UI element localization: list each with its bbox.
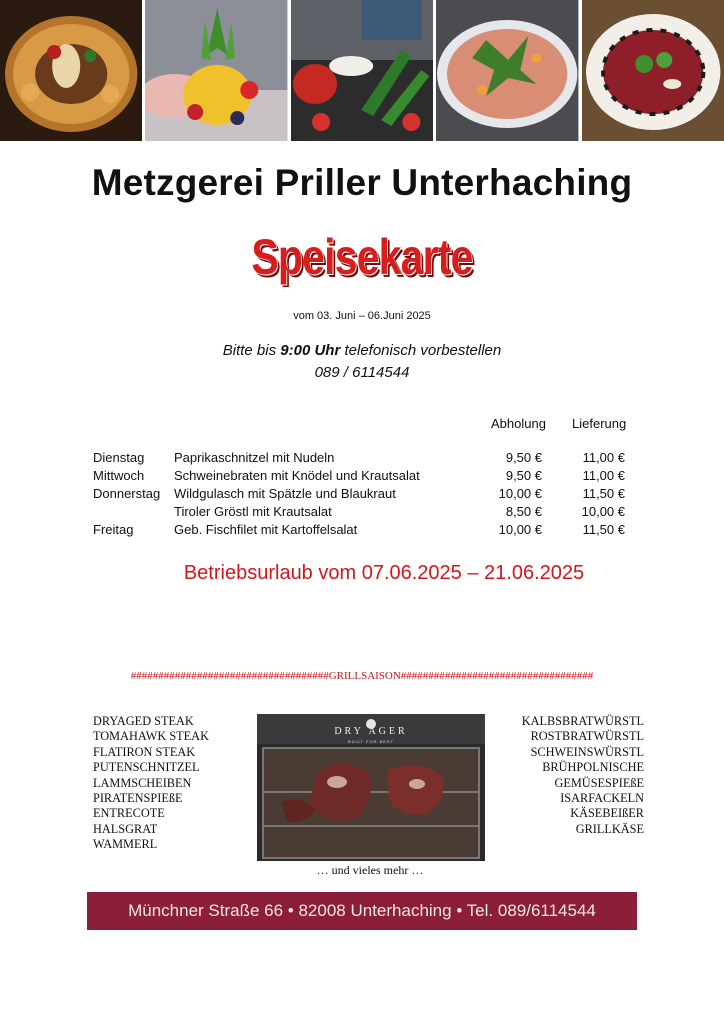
grill-item: KÄSEBEIßER [570,806,644,821]
page-title: Metzgerei Priller Unterhaching [91,162,633,203]
grill-item: KALBSBRATWÜRSTL [521,714,644,728]
order-after: telefonisch vorbestellen [340,342,502,359]
menu-row [93,450,633,468]
menu-pickup-price: 10,00 € [498,486,542,501]
grill-item: SCHWEINSWÜRSTL [530,744,644,759]
photo-strip [0,0,724,141]
menu-dish: Geb. Fischfilet mit Kartoffelsalat [174,522,358,537]
grill-item: LAMMSCHEIBEN [93,775,192,790]
menu-day: Mittwoch [93,468,145,483]
menu-dish: Paprikaschnitzel mit Nudeln [174,450,335,465]
grill-list-left [93,714,209,853]
order-instructions [0,342,724,359]
grill-item: HALSGRAT [93,821,158,836]
dry-ager-slogan: BUILT FOR BEST [347,739,395,744]
grill-item: DRYAGED STEAK [93,714,194,728]
weekly-menu [93,450,633,540]
menu-row [93,504,633,522]
grill-item: PUTENSCHNITZEL [93,760,200,775]
grill-item: FLATIRON STEAK [93,744,196,759]
menu-day: Freitag [93,522,134,537]
grill-list-right [522,714,644,837]
grill-item: ENTRECOTE [93,806,165,821]
menu-delivery-price: 11,00 € [582,468,625,483]
grill-item: ISARFACKELN [560,791,644,806]
order-before: Bitte bis [222,342,281,359]
grill-item: WAMMERL [93,837,158,852]
ham-platter-image [436,0,578,141]
grill-item: ROSTBRATWÜRSTL [530,729,644,744]
grill-item: GRILLKÄSE [575,821,644,836]
menu-pickup-price: 10,00 € [498,522,542,537]
menu-delivery-price: 11,00 € [582,450,625,465]
menu-dish: Schweinebraten mit Knödel und Krautsalat [174,468,420,483]
menu-pickup-price: 9,50 € [505,450,542,465]
menu-pickup-price: 9,50 € [505,468,542,483]
holiday-notice: Betriebsurlaub vom 07.06.2025 – 21.06.2025 [183,562,585,584]
delivery-column-header: Lieferung [572,416,627,431]
grill-item: BRÜHPOLNISCHE [542,760,644,775]
pickup-column-header: Abholung [491,416,546,431]
bread-wreath-image [0,0,142,141]
menu-delivery-price: 10,00 € [581,504,625,519]
grill-item: GEMÜSESPIEßE [554,775,644,790]
grill-item: PIRATENSPIEßE [93,791,183,806]
menu-pickup-price: 8,50 € [505,504,542,519]
menu-day: Dienstag [93,450,145,465]
order-time: 9:00 Uhr [280,342,341,359]
menu-dish: Wildgulasch mit Spätzle und Blaukraut [174,486,396,501]
menu-row [93,486,633,504]
menu-row [93,522,633,540]
fruit-pineapple-image [145,0,287,141]
grill-item: TOMAHAWK STEAK [93,729,209,744]
menu-row [93,468,633,486]
menu-day: Donnerstag [93,486,161,501]
and-more-note: … und vieles mehr … [316,863,424,877]
menu-dish: Tiroler Gröstl mit Krautsalat [174,504,332,519]
carpaccio-plate-image [582,0,724,141]
phone-number: 089 / 6114544 [314,364,410,381]
dry-ager-logo-text: DRY AGER [334,726,408,737]
menu-heading: Speisekarte [251,229,473,285]
date-range: vom 03. Juni – 06.Juni 2025 [293,310,431,322]
address-footer: Münchner Straße 66 • 82008 Unterhaching • Tel. 089/6114544 [87,892,637,930]
menu-delivery-price: 11,50 € [582,486,625,501]
menu-delivery-price: 11,50 € [582,522,625,537]
grill-season-banner: ####################################GRILLSAISON################################### [130,670,594,682]
dry-ager-cabinet-image [257,714,485,861]
vegetable-display-image [291,0,433,141]
